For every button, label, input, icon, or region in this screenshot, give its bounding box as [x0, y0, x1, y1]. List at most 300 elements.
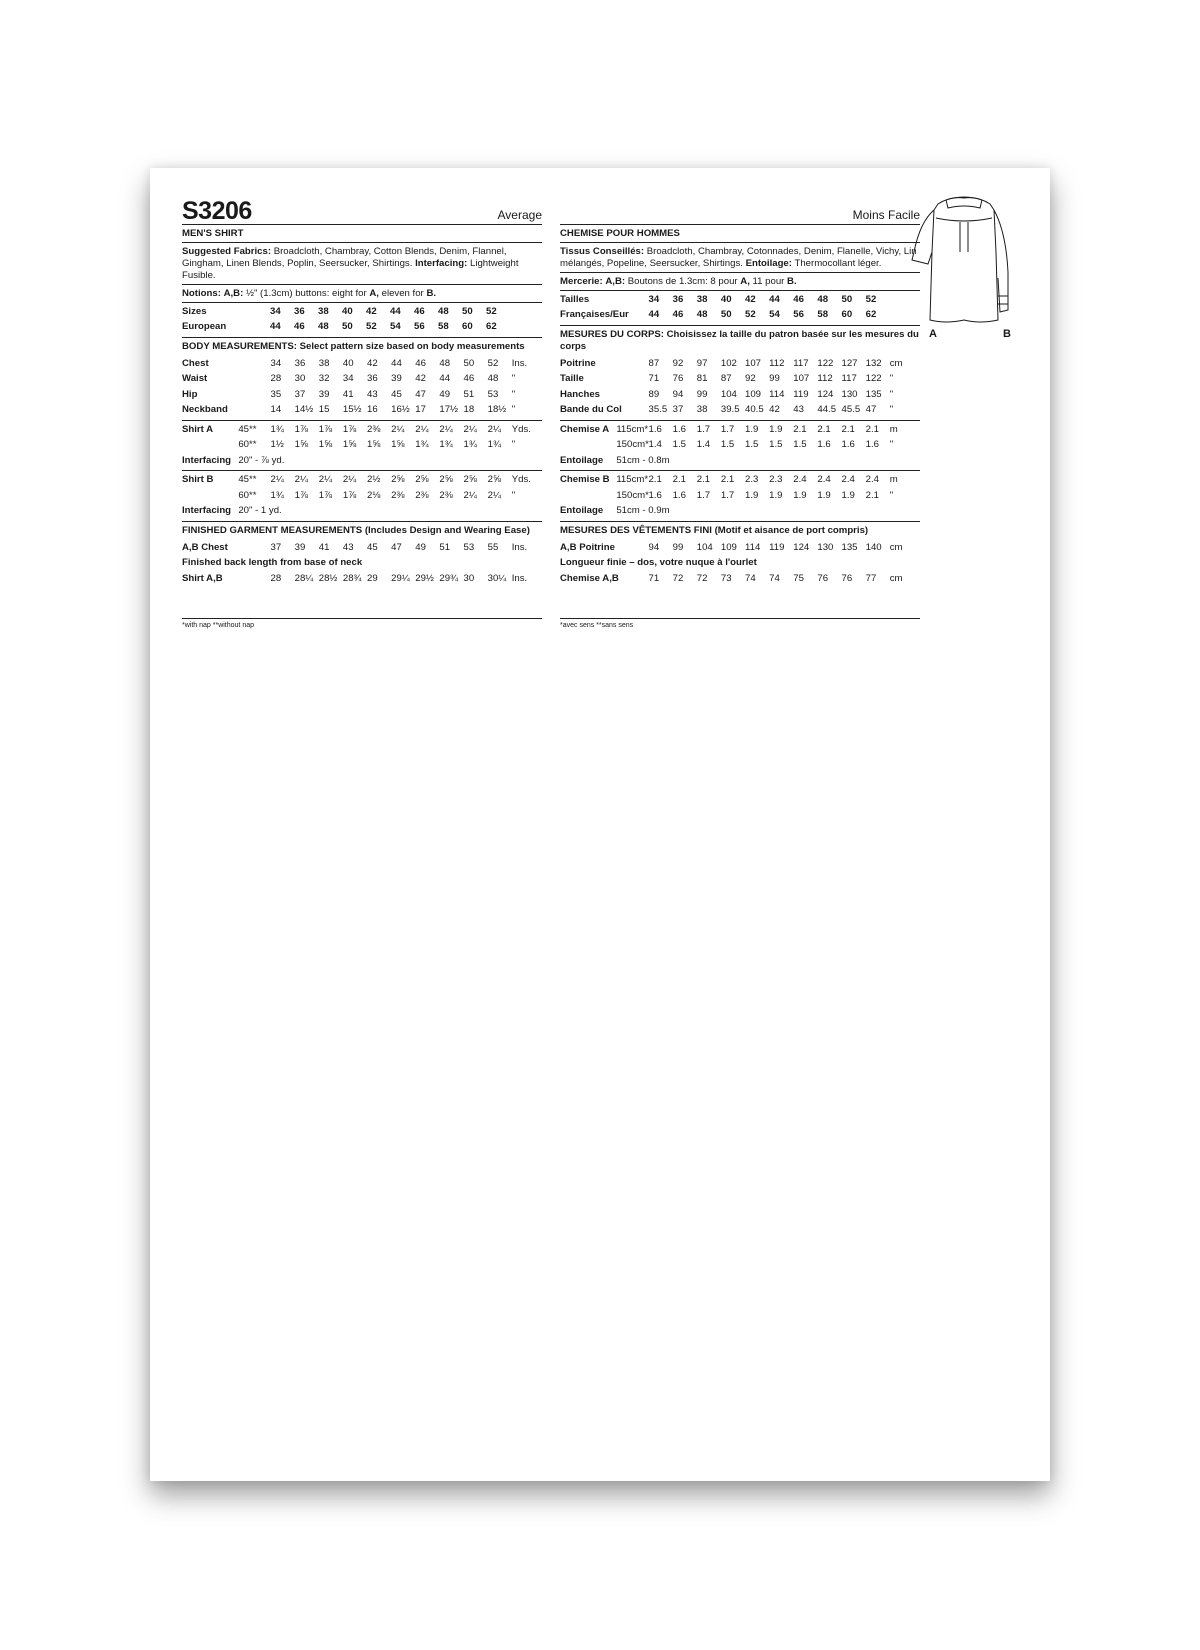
row-label: Shirt A	[182, 423, 214, 435]
value-cell: 2.1	[648, 474, 662, 486]
shirt-a-yardage-block	[182, 421, 542, 472]
table-row	[560, 571, 920, 587]
value-cell: 30	[463, 572, 475, 584]
value-cell: 1.6	[672, 489, 686, 501]
shirt-a-yardage-table	[182, 422, 542, 469]
shirt-b-yardage-table	[560, 472, 920, 519]
difficulty-label: Average	[497, 208, 542, 222]
value-cell: 40	[720, 293, 732, 305]
value-cell: 2.4	[865, 474, 879, 486]
row-label: Interfacing	[182, 454, 232, 466]
table-row	[182, 453, 542, 469]
value-cell: 99	[769, 373, 780, 385]
row-label: Hanches	[560, 388, 600, 400]
table-row	[182, 387, 542, 403]
table-row	[560, 292, 920, 308]
value-cell: 18	[463, 404, 475, 416]
row-label: Entoilage	[560, 454, 604, 466]
notions-text: Boutons de 1.3cm: 8 pour	[627, 275, 738, 287]
unit-cell: "	[889, 373, 894, 385]
notions-text: ½" (1.3cm) buttons: eight for	[245, 287, 367, 299]
value-cell: 60	[841, 309, 853, 321]
value-cell: 38	[696, 404, 708, 416]
value-cell: 38	[696, 293, 708, 305]
value-cell: 37	[294, 388, 306, 400]
value-cell: 104	[696, 541, 713, 553]
shirt-b-yardage-block	[560, 471, 920, 522]
value-cell: 16	[366, 404, 378, 416]
value-cell: 109	[744, 388, 761, 400]
fabrics-paragraph	[182, 243, 542, 285]
table-row	[182, 555, 542, 571]
value-cell: 32	[318, 373, 330, 385]
value-cell: 46	[294, 321, 305, 333]
value-cell: 29¾	[439, 572, 459, 584]
value-cell: 1.9	[769, 423, 783, 435]
table-row	[560, 540, 920, 556]
value-cell: 38	[318, 305, 329, 317]
value-cell: 36	[294, 357, 306, 369]
french-header	[560, 197, 920, 225]
value-cell: 29¼	[391, 572, 410, 584]
value-cell: 56	[793, 309, 804, 321]
shirt-yoke-line	[936, 218, 992, 221]
value-cell: 42	[769, 404, 780, 416]
interfacing-value: 51cm - 0.8m	[616, 454, 670, 466]
value-cell: 122	[817, 357, 834, 369]
unit-cell: cm	[889, 357, 903, 369]
row-label	[182, 488, 238, 504]
value-cell: 72	[696, 572, 708, 584]
shirt-box-pleat	[960, 222, 968, 252]
value-cell: 94	[648, 541, 660, 553]
shirt-collar	[946, 197, 982, 208]
value-cell: 112	[817, 373, 833, 385]
width-label: 150cm*	[616, 489, 649, 501]
fabrics-label: Tissus Conseillés:	[560, 245, 645, 257]
value-cell: 1⅝	[391, 439, 405, 451]
row-label: A,B Chest	[182, 541, 228, 553]
table-row	[182, 304, 542, 320]
width-label	[238, 571, 270, 587]
value-cell: 119	[793, 388, 809, 400]
value-cell: 2¼	[342, 474, 357, 486]
value-cell: 52	[366, 321, 377, 333]
value-cell: 50	[720, 309, 732, 321]
value-cell: 53	[487, 388, 499, 400]
value-cell: 1.9	[793, 489, 807, 501]
value-cell: 124	[817, 388, 834, 400]
body-measurements-table	[560, 356, 920, 418]
row-label: Chest	[182, 357, 209, 369]
value-cell: 1.4	[696, 439, 711, 451]
value-cell: 36	[294, 305, 305, 317]
width-label: 115cm*	[616, 474, 649, 486]
value-cell: 109	[720, 541, 737, 553]
value-cell: 1.5	[744, 439, 759, 451]
value-cell: 2.1	[696, 474, 711, 486]
finished-measurements-table	[560, 540, 920, 587]
value-cell: 43	[793, 404, 804, 416]
value-cell: 1.7	[720, 489, 735, 501]
value-cell: 15	[318, 404, 330, 416]
row-label	[560, 437, 616, 453]
value-cell: 44	[270, 321, 281, 333]
value-cell: 1.5	[672, 439, 686, 451]
width-label	[238, 371, 270, 387]
value-cell: 1.6	[648, 423, 662, 435]
value-cell: 34	[270, 305, 281, 317]
fabrics-paragraph	[560, 243, 920, 273]
value-cell: 44	[439, 373, 451, 385]
value-cell: 38	[318, 357, 330, 369]
value-cell: 1.6	[648, 489, 662, 501]
notions-label: Notions:	[182, 287, 221, 299]
value-cell: 16½	[391, 404, 410, 416]
value-cell: 56	[414, 321, 425, 333]
table-row	[560, 356, 920, 372]
value-cell: 2.1	[865, 423, 879, 435]
value-cell: 2¼	[487, 489, 501, 501]
value-cell: 92	[744, 373, 756, 385]
table-row	[560, 422, 920, 438]
value-cell: 2.1	[841, 423, 855, 435]
table-row	[560, 453, 920, 469]
value-cell: 48	[487, 373, 499, 385]
value-cell: 87	[648, 357, 660, 369]
finished-measurements-table	[182, 540, 542, 587]
notions-view-b: B.	[787, 275, 797, 287]
value-cell: 2.1	[865, 489, 879, 501]
notions-text: 11 pour	[752, 275, 785, 287]
footnote: *with nap **without nap	[182, 618, 542, 631]
table-row	[182, 437, 542, 453]
table-row	[560, 472, 920, 488]
value-cell: 1.4	[648, 439, 662, 451]
notions-view-a: A,	[369, 287, 379, 299]
value-cell: 1¾	[415, 439, 429, 451]
table-row	[182, 371, 542, 387]
value-cell: 135	[865, 388, 882, 400]
width-label: 45**	[238, 423, 257, 435]
value-cell: 2⅝	[391, 474, 405, 486]
value-cell: 114	[769, 388, 785, 400]
value-cell: 2.1	[672, 474, 686, 486]
row-label: Poitrine	[560, 357, 596, 369]
notions-paragraph	[560, 273, 920, 291]
value-cell: 117	[841, 373, 857, 385]
value-cell: 42	[366, 305, 377, 317]
unit-cell: "	[889, 404, 894, 416]
value-cell: 28¼	[294, 572, 314, 584]
value-cell: 44	[648, 309, 660, 321]
value-cell: 53	[463, 541, 475, 553]
value-cell: 15½	[342, 404, 362, 416]
value-cell: 2.1	[793, 423, 807, 435]
value-cell: 1¾	[270, 489, 284, 501]
interfacing-value: 20" - 1 yd.	[238, 505, 282, 517]
value-cell: 48	[817, 293, 829, 305]
table-row	[182, 402, 542, 418]
value-cell: 54	[769, 309, 780, 321]
back-length-heading: Longueur finie – dos, votre nuque à l'ourlet	[560, 557, 757, 569]
pattern-code: S3206	[182, 197, 252, 225]
value-cell: 76	[841, 572, 853, 584]
value-cell: 81	[696, 373, 708, 385]
value-cell: 130	[817, 541, 834, 553]
value-cell: 2¼	[294, 474, 308, 486]
value-cell: 52	[865, 293, 877, 305]
row-label: Waist	[182, 373, 208, 385]
value-cell: 39	[294, 541, 306, 553]
row-label: Entoilage	[560, 505, 604, 517]
value-cell: 1⅞	[342, 489, 357, 501]
value-cell: 99	[696, 388, 708, 400]
value-cell: 1.7	[720, 423, 735, 435]
table-row	[182, 472, 542, 488]
value-cell: 94	[672, 388, 684, 400]
value-cell: 45	[366, 541, 378, 553]
value-cell: 48	[439, 357, 451, 369]
row-label: Chemise A	[560, 423, 610, 435]
shirt-a-yardage-table	[560, 422, 920, 469]
shirt-b-yardage-table	[182, 472, 542, 519]
value-cell: 28	[270, 572, 282, 584]
back-length-heading: Finished back length from base of neck	[182, 557, 363, 569]
value-cell: 76	[672, 373, 684, 385]
value-cell: 1⅞	[318, 489, 333, 501]
value-cell: 46	[793, 293, 804, 305]
value-cell: 1⅝	[366, 439, 381, 451]
width-label: 60**	[238, 439, 257, 451]
interfacing-value: 51cm - 0.9m	[616, 505, 670, 517]
row-label: Hip	[182, 388, 198, 400]
width-label	[616, 292, 648, 308]
table-row	[182, 319, 542, 335]
notions-view-a: A,	[740, 275, 750, 287]
value-cell: 1.5	[769, 439, 783, 451]
pattern-envelope-back	[150, 168, 1050, 1481]
unit-cell: "	[511, 439, 516, 451]
value-cell: 17½	[439, 404, 459, 416]
shirt-b-yardage-block	[182, 471, 542, 522]
value-cell: 1.9	[744, 489, 759, 501]
value-cell: 30	[294, 373, 306, 385]
value-cell: 58	[817, 309, 829, 321]
table-row	[182, 540, 542, 556]
row-label: A,B Poitrine	[560, 541, 615, 553]
value-cell: 2¼	[439, 423, 453, 435]
value-cell: 48	[438, 305, 449, 317]
value-cell: 48	[318, 321, 329, 333]
value-cell: 2⅝	[487, 474, 501, 486]
value-cell: 1.7	[696, 489, 711, 501]
unit-cell: "	[889, 388, 894, 400]
value-cell: 2.4	[793, 474, 807, 486]
value-cell: 1⅞	[318, 423, 333, 435]
value-cell: 58	[438, 321, 449, 333]
value-cell: 47	[391, 541, 402, 553]
value-cell: 2⅜	[391, 489, 405, 501]
value-cell: 2.3	[744, 474, 759, 486]
value-cell: 30¼	[487, 572, 507, 584]
value-cell: 74	[769, 572, 780, 584]
fabrics-label: Suggested Fabrics:	[182, 245, 272, 257]
value-cell: 1¾	[439, 439, 453, 451]
value-cell: 39	[391, 373, 402, 385]
value-cell: 55	[487, 541, 499, 553]
value-cell: 119	[769, 541, 785, 553]
value-cell: 1.9	[841, 489, 855, 501]
finished-measurements-heading: MESURES DES VÊTEMENTS FINI (Motif et aisance de port compris)	[560, 524, 869, 536]
value-cell: 44.5	[817, 404, 837, 416]
value-cell: 71	[648, 373, 660, 385]
value-cell: 122	[865, 373, 882, 385]
notions-label: Mercerie:	[560, 275, 603, 287]
value-cell: 28½	[318, 572, 338, 584]
value-cell: 76	[817, 572, 829, 584]
table-row	[560, 488, 920, 504]
value-cell: 73	[720, 572, 732, 584]
table-row	[560, 503, 920, 519]
value-cell: 29	[366, 572, 378, 584]
unit-cell: "	[511, 489, 516, 501]
notions-view: A,B:	[605, 275, 626, 287]
value-cell: 107	[793, 373, 810, 385]
value-cell: 18½	[487, 404, 507, 416]
value-cell: 2¼	[415, 423, 429, 435]
width-label	[238, 319, 270, 335]
value-cell: 75	[793, 572, 804, 584]
value-cell: 2½	[366, 474, 381, 486]
value-cell: 44	[391, 357, 402, 369]
value-cell: 50	[342, 321, 353, 333]
interfacing-value: 20" - ⅞ yd.	[238, 454, 285, 466]
value-cell: 48	[696, 309, 708, 321]
unit-cell: "	[511, 373, 516, 385]
value-cell: 1⅝	[294, 439, 308, 451]
table-row	[182, 488, 542, 504]
width-label: 45**	[238, 474, 257, 486]
finished-measurements-heading: FINISHED GARMENT MEASUREMENTS (Includes Design and Wearing Ease)	[182, 524, 530, 536]
unit-cell	[510, 319, 540, 335]
value-cell: 1⅝	[342, 439, 357, 451]
value-cell: 40	[342, 305, 353, 317]
unit-cell: m	[889, 423, 898, 435]
value-cell: 107	[744, 357, 761, 369]
unit-cell	[510, 304, 540, 320]
width-label	[616, 571, 648, 587]
row-label: Neckband	[182, 404, 228, 416]
value-cell: 1.9	[744, 423, 759, 435]
value-cell: 35.5	[648, 404, 668, 416]
row-label	[182, 437, 238, 453]
view-label-b: B	[1003, 328, 1011, 340]
value-cell: 1⅞	[294, 423, 308, 435]
value-cell: 2.4	[841, 474, 855, 486]
row-label: Sizes	[182, 305, 207, 317]
value-cell: 124	[793, 541, 810, 553]
body-measurements-heading: BODY MEASUREMENTS: Select pattern size based on body measurements	[182, 340, 525, 352]
table-row	[560, 387, 920, 403]
shirt-a-yardage-block	[560, 421, 920, 472]
value-cell: 1.9	[769, 489, 783, 501]
value-cell: 45.5	[841, 404, 861, 416]
value-cell: 2¼	[487, 423, 501, 435]
sizes-block	[560, 291, 920, 326]
table-row	[560, 437, 920, 453]
value-cell: 47	[415, 388, 426, 400]
value-cell: 29½	[415, 572, 434, 584]
row-label: Françaises/Eur	[560, 309, 629, 321]
value-cell: 102	[720, 357, 737, 369]
value-cell: 1¾	[463, 439, 477, 451]
value-cell: 41	[342, 388, 354, 400]
value-cell: 1.6	[817, 439, 831, 451]
value-cell: 140	[865, 541, 882, 553]
shirt-left-sleeve	[912, 210, 934, 264]
interfacing-text: Lightweight Fusible.	[182, 257, 519, 281]
english-header	[182, 197, 542, 225]
value-cell: 2¼	[463, 423, 477, 435]
row-label	[560, 488, 616, 504]
unit-cell: cm	[889, 572, 903, 584]
body-measurements-heading: MESURES DU CORPS: Choisissez la taille du patron basée sur les mesures du corps	[560, 328, 919, 352]
fabrics-text: Broadcloth, Chambray, Cotton Blends, Denim, Flannel, Gingham, Linen Blends, Poplin, Seersucker, Shirtings.	[182, 245, 507, 269]
body-measurements-block	[182, 355, 542, 421]
value-cell: 2¼	[318, 474, 333, 486]
value-cell: 99	[672, 541, 684, 553]
value-cell: 2⅜	[415, 489, 429, 501]
value-cell: 43	[366, 388, 378, 400]
value-cell: 2¼	[391, 423, 405, 435]
value-cell: 2⅛	[366, 489, 381, 501]
value-cell: 2¼	[463, 489, 477, 501]
row-label: Chemise A,B	[560, 572, 619, 584]
notions-paragraph	[182, 285, 542, 303]
value-cell: 42	[744, 293, 756, 305]
value-cell: 132	[865, 357, 882, 369]
value-cell: 35	[270, 388, 282, 400]
value-cell: 46	[672, 309, 684, 321]
value-cell: 49	[415, 541, 426, 553]
value-cell: 43	[342, 541, 354, 553]
table-row	[182, 571, 542, 587]
value-cell: 46	[463, 373, 475, 385]
value-cell: 127	[841, 357, 858, 369]
value-cell: 77	[865, 572, 877, 584]
value-cell: 74	[744, 572, 756, 584]
garment-title: MEN'S SHIRT	[182, 225, 542, 243]
value-cell: 50	[841, 293, 853, 305]
width-label	[616, 387, 648, 403]
value-cell: 60	[462, 321, 473, 333]
french-column	[560, 197, 920, 631]
value-cell: 46	[414, 305, 425, 317]
value-cell: 2.1	[817, 423, 831, 435]
value-cell: 2⅜	[366, 423, 381, 435]
value-cell: 34	[648, 293, 660, 305]
value-cell: 28	[270, 373, 282, 385]
value-cell: 72	[672, 572, 684, 584]
shirt-back-view-sketch	[910, 192, 1018, 342]
table-row	[560, 307, 920, 323]
value-cell: 1¾	[487, 439, 501, 451]
width-label	[238, 356, 270, 372]
value-cell: 89	[648, 388, 660, 400]
difficulty-label: Moins Facile	[852, 208, 920, 222]
footnote: *avec sens **sans sens	[560, 618, 920, 631]
